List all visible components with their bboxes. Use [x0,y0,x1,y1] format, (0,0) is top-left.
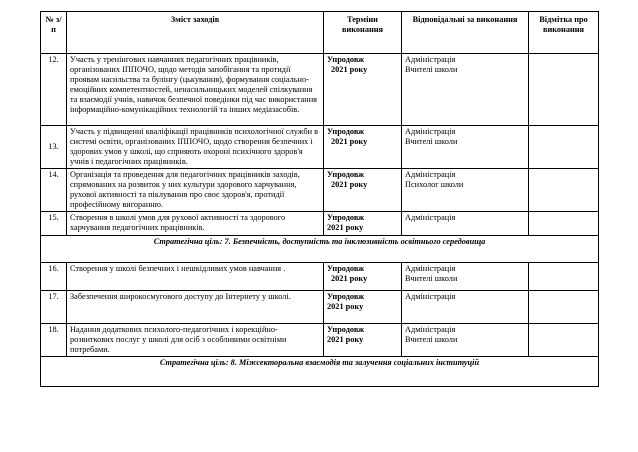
row-mark [529,212,599,236]
row-mark [529,126,599,169]
row-content: Участь у підвищенні кваліфікації працівників психологічної служби в системі освіти, організованих ІППОЧО, щодо створення безпечних і здорових умов у школі, що сприяють охороні психічного здоров'я учнів і педагогічних працівників. [67,126,324,169]
row-content: Створення в школі умов для рухової активності та здорового харчування педагогічних працівників. [67,212,324,236]
resp-line-2: Вчителі школи [405,65,458,74]
term-line-1: Упродовж [327,264,365,273]
header-content: Зміст заходів [67,12,324,54]
resp-line-1: Адміністрація [405,213,456,222]
row-responsible [402,54,529,126]
resp-line-1: Адміністрація [405,170,456,179]
term-line-1: Упродовж [327,325,365,334]
table-row [41,324,599,357]
row-mark [529,54,599,126]
resp-line-2: Вчителі школи [405,335,458,344]
term-line-2: 2021 року [331,137,368,146]
plan-table [40,11,599,387]
resp-line-1: Адміністрація [405,55,456,64]
term-line-2: 2021 року [331,274,368,283]
row-responsible [402,324,529,357]
row-term [324,263,402,291]
row-content: Надання додаткових психолого-педагогічних і корекційно-розвиткових послуг у школі для осіб з особливими освітніми потребами. [67,324,324,357]
row-mark [529,263,599,291]
term-line-2: 2021 року [327,335,364,344]
row-mark [529,291,599,324]
strategic-goal-7: Стратегічна ціль: 7. Безпечність, доступність та інклюзивність освітнього середовища [41,236,599,263]
row-responsible [402,263,529,291]
resp-line-2: Психолог школи [405,180,464,189]
resp-line-1: Адміністрація [405,292,456,301]
table-row [41,212,599,236]
row-mark [529,324,599,357]
resp-line-1: Адміністрація [405,264,456,273]
term-line-1: Упродовж [327,213,365,222]
row-num: 12. [41,54,67,126]
header-num: № з/п [41,12,67,54]
term-line-2: 2021 року [331,65,368,74]
resp-line-1: Адміністрація [405,325,456,334]
row-responsible [402,169,529,212]
table-row [41,263,599,291]
term-line-2: 2021 року [327,223,364,232]
term-line-1: Упродовж [327,170,365,179]
row-responsible [402,291,529,324]
strategic-goal-8: Стратегічна ціль: 8. Міжсекторальна взаємодія та залучення соціальних інституцій [41,357,599,387]
row-mark [529,169,599,212]
row-num: 14. [41,169,67,212]
row-content: Створення у школі безпечних і нешкідливих умов навчання . [67,263,324,291]
term-line-2: 2021 року [327,302,364,311]
table-row [41,291,599,324]
header-terms: Терміни виконання [324,12,402,54]
term-line-1: Упродовж [327,127,365,136]
table-row [41,126,599,169]
header-mark: Відмітка про виконання [529,12,599,54]
row-num: 17. [41,291,67,324]
row-content: Забезпечення широкосмугового доступу до Інтернету у школі. [67,291,324,324]
row-responsible [402,126,529,169]
resp-line-2: Вчителі школи [405,137,458,146]
row-num: 18. [41,324,67,357]
row-term [324,169,402,212]
resp-line-1: Адміністрація [405,127,456,136]
term-line-1: Упродовж [327,55,365,64]
row-term [324,54,402,126]
table-row [41,169,599,212]
row-term [324,324,402,357]
resp-line-2: Вчителі школи [405,274,458,283]
strategic-goal-row [41,236,599,263]
row-responsible [402,212,529,236]
strategic-goal-row [41,357,599,387]
row-content: Участь у тренінгових навчаннях педагогічних працівників, організованих ІППОЧО, щодо методів запобігання та протидії проявам насильства та булінгу (цькування), формування соціально-емоційних компетентностей, ненасильницьких моделей спілкування та взаємодії учнів, навичок безпечної поведінки під час використання інформаційно-комунікаційних технологій та інших медіазасобів. [67,54,324,126]
row-num: 16. [41,263,67,291]
table-header-row [41,12,599,54]
row-num: 15. [41,212,67,236]
row-content: Організація та проведення для педагогічних працівників заходів, спрямованих на розвиток у них культури здорового харчування, рухової активності та піклування про своє здоров'я, протидії професійному вигоранню. [67,169,324,212]
row-term [324,291,402,324]
table-row [41,54,599,126]
term-line-1: Упродовж [327,292,365,301]
row-num: 13. [41,126,67,169]
header-responsible: Відповідальні за виконання [402,12,529,54]
row-term [324,212,402,236]
row-term [324,126,402,169]
term-line-2: 2021 року [331,180,368,189]
